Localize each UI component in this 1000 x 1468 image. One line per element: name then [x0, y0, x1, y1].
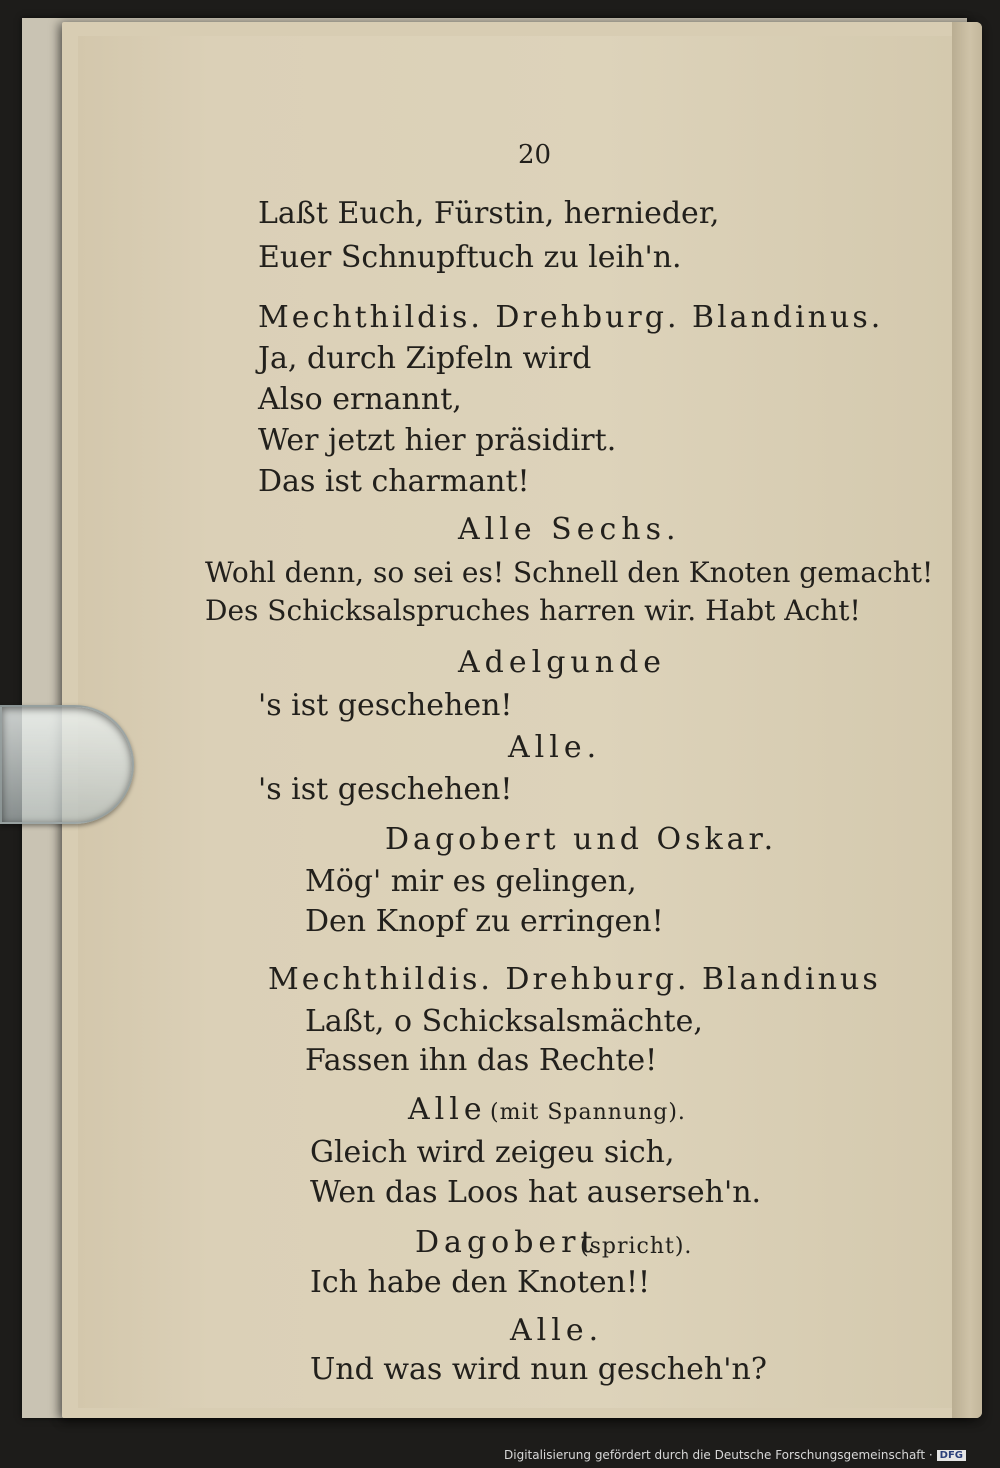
speaker-name: Mechthildis. Drehburg. Blandinus — [268, 962, 881, 997]
verse-line: Laßt, o Schicksalsmächte, — [305, 1004, 703, 1039]
verse-line: Den Knopf zu erringen! — [305, 904, 664, 939]
verse-line: Euer Schnupftuch zu leih'n. — [258, 240, 682, 275]
verse-line: Und was wird nun gescheh'n? — [310, 1352, 767, 1387]
verse-line: Fassen ihn das Rechte! — [305, 1043, 658, 1078]
speaker-name: Alle. — [510, 1313, 604, 1348]
speaker-name: Alle — [408, 1092, 487, 1127]
speaker-name: Dagobert und Oskar. — [385, 822, 778, 857]
verse-line: 's ist geschehen! — [258, 772, 513, 807]
verse-line: Ich habe den Knoten!! — [310, 1265, 651, 1300]
speaker-name: Adelgunde — [458, 645, 667, 680]
page-clip — [0, 705, 134, 824]
verse-line: Gleich wird zeigeu sich, — [310, 1135, 675, 1170]
stage-direction: (mit Spannung). — [490, 1100, 686, 1125]
verse-line: Ja, durch Zipfeln wird — [258, 341, 592, 376]
verse-line: Das ist charmant! — [258, 464, 530, 499]
page-number: 20 — [518, 140, 552, 170]
footer-text: Digitalisierung gefördert durch die Deutsche Forschungsgemeinschaft · — [504, 1448, 933, 1462]
verse-line: Also ernannt, — [258, 382, 462, 417]
stage-direction: (spricht). — [580, 1234, 693, 1259]
verse-line: Wer jetzt hier präsidirt. — [258, 423, 617, 458]
verse-line: Wohl denn, so sei es! Schnell den Knoten gemacht! — [205, 556, 934, 589]
speaker-name: Alle Sechs. — [458, 512, 681, 547]
verse-line: Des Schicksalspruches harren wir. Habt Acht! — [205, 594, 861, 627]
dfg-logo-icon: DFG — [937, 1450, 966, 1461]
verse-line: Mög' mir es gelingen, — [305, 864, 637, 899]
digitization-footer — [504, 1448, 966, 1462]
verse-line: Wen das Loos hat auserseh'n. — [310, 1175, 762, 1210]
speaker-name: Alle. — [508, 730, 602, 765]
verse-line: Laßt Euch, Fürstin, hernieder, — [258, 196, 720, 231]
page-edge — [952, 22, 982, 1418]
verse-line: 's ist geschehen! — [258, 688, 513, 723]
speaker-name: Mechthildis. Drehburg. Blandinus. — [258, 300, 884, 335]
speaker-name: Dagobert — [415, 1225, 598, 1260]
